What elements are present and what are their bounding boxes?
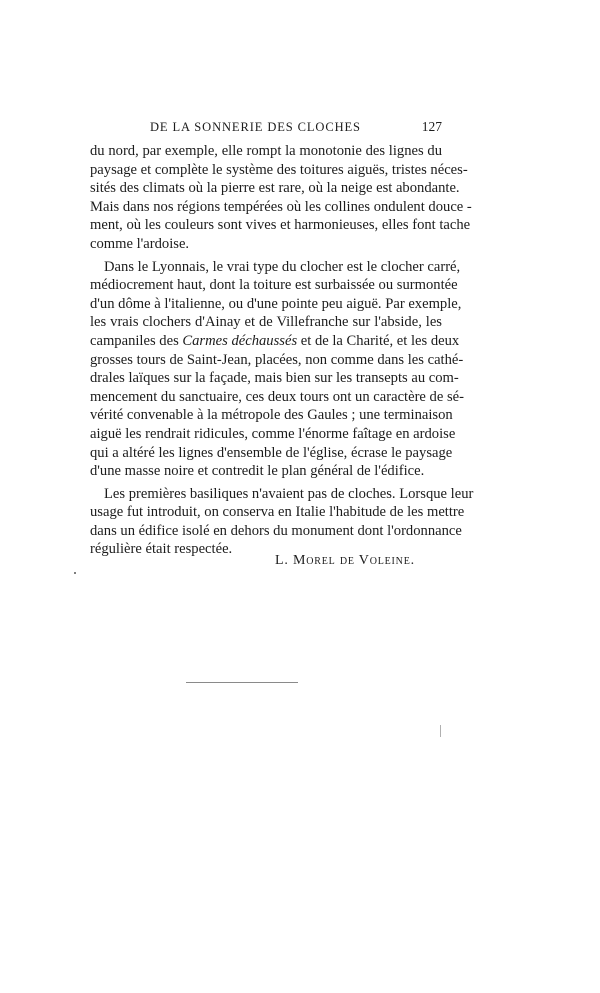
running-title: DE LA SONNERIE DES CLOCHES (150, 120, 361, 134)
text-line: vérité convenable à la métropole des Gaules ; une terminaison (90, 407, 453, 424)
text-line: Dans le Lyonnais, le vrai type du clocher est le clocher carré, (104, 258, 461, 275)
text-line: drales laïques sur la façade, mais bien sur les transepts au com- (90, 370, 459, 387)
text-line: sités des climats où la pierre est rare, où la neige est abondante. (90, 180, 460, 197)
author-name: Morel de Voleine. (292, 553, 415, 568)
text-line: ment, où les couleurs sont vives et harmonieuses, elles font tache (90, 217, 471, 234)
running-head (150, 120, 442, 136)
text-line: dans un édifice isolé en dehors du monument dont l'ordonnance (90, 522, 462, 539)
text-line: médiocrement haut, dont la toiture est surbaissée ou surmontée (90, 277, 458, 294)
paragraph-1 (90, 142, 472, 254)
text-line: Mais dans nos régions tempérées où les collines ondulent douce - (90, 198, 472, 215)
text-line: régulière était respectée. (90, 541, 233, 558)
ink-speck (74, 572, 76, 574)
text-line: usage fut introduit, on conserva en Italie l'habitude de les mettre (90, 504, 465, 521)
scan-mark (440, 725, 441, 737)
text-line: campaniles des Carmes déchaussés et de la Charité, et les deux (90, 332, 460, 349)
text-line: comme l'ardoise. (90, 235, 190, 252)
text-line: d'une masse noire et contredit le plan général de l'édifice. (90, 463, 425, 480)
page-number: 127 (421, 119, 442, 134)
text-line: aiguë les rendrait ridicules, comme l'énorme faîtage en ardoise (90, 425, 456, 442)
text-line: du nord, par exemple, elle rompt la monotonie des lignes du (90, 143, 442, 159)
paragraph-3 (90, 485, 474, 559)
text-line: mencement du sanctuaire, ces deux tours ont un caractère de sé- (90, 388, 465, 405)
end-rule (186, 682, 298, 683)
text-line: qui a altéré les lignes d'ensemble de l'église, écrase le paysage (90, 444, 453, 461)
body-text (90, 142, 474, 559)
italic-phrase: Carmes déchaussés (182, 332, 298, 349)
author-initial: L. (275, 553, 289, 568)
text-line: d'un dôme à l'italienne, ou d'une pointe peu aiguë. Par exemple, (90, 295, 462, 312)
text-line: les vrais clochers d'Ainay et de Villefranche sur l'abside, les (90, 314, 442, 331)
text-line: grosses tours de Saint-Jean, placées, non comme dans les cathé- (90, 351, 464, 368)
text-line: paysage et complète le système des toitures aiguës, tristes néces- (90, 161, 468, 178)
text-line: Les premières basiliques n'avaient pas de cloches. Lorsque leur (104, 485, 474, 502)
paragraph-2 (90, 258, 465, 481)
author-signature (275, 553, 415, 569)
